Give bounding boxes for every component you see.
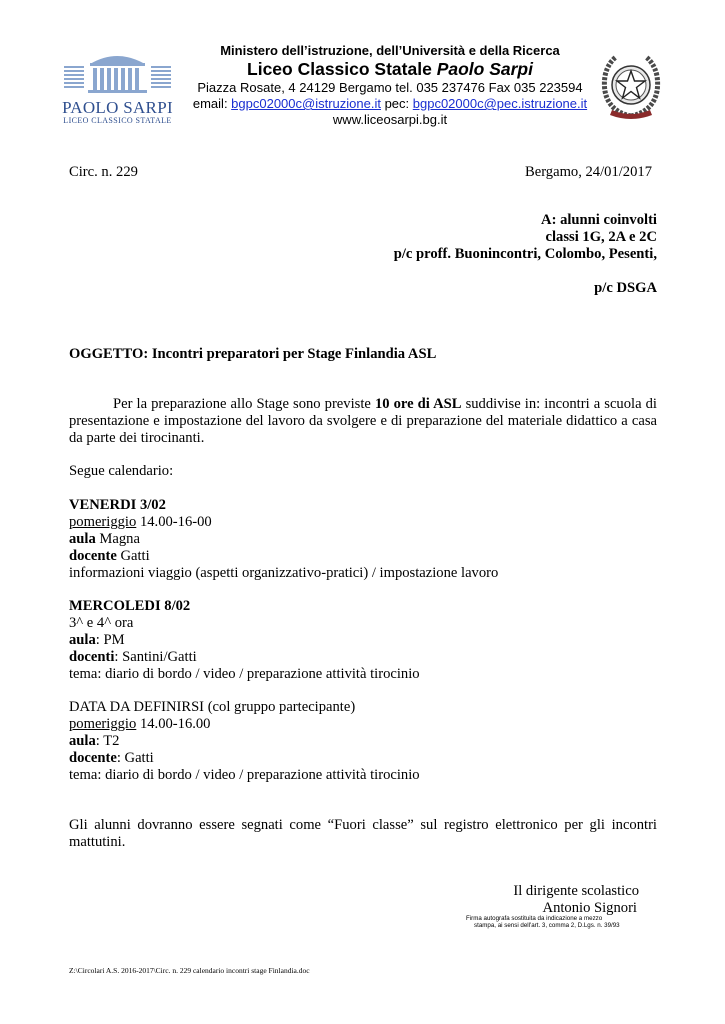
session-title: VENERDI 3/02: [69, 497, 166, 513]
session-teacher-value: : Santini/Gatti: [114, 649, 197, 665]
school-prefix: Liceo Classico Statale: [247, 59, 437, 79]
session-teacher-value: : Gatti: [116, 750, 154, 766]
footer-file-path: Z:\Circolari A.S. 2016-2017\Circ. n. 229 calendario incontri stage Finlandia.doc: [69, 966, 310, 975]
session-room-label: aula: [69, 733, 96, 749]
session-time-label: pomeriggio: [69, 716, 137, 732]
session-time-value: 14.00-16-00: [136, 514, 212, 530]
intro-after: suddivise in: incontri a scuola di presentazione e impostazione del lavoro da svolgere e di preparazione del materiale didattico a casa da parte dei tirocinanti.: [69, 396, 657, 446]
logo-name: PAOLO SARPI: [62, 98, 173, 117]
recipient-line: classi 1G, 2A e 2C: [545, 229, 657, 245]
session-teacher-label: docenti: [69, 649, 115, 665]
session-teacher: [69, 548, 150, 565]
signature-note: stampa, ai sensi dell'art. 3, comma 2, D.Lgs. n. 39/93: [474, 922, 620, 929]
session-room: [69, 733, 119, 750]
contact-emails: [180, 96, 600, 112]
session-topic: tema: diario di bordo / video / preparazione attività tirocinio: [69, 767, 420, 783]
session-title: DATA DA DEFINIRSI (col gruppo partecipante): [69, 699, 356, 715]
logo-subtitle: LICEO CLASSICO STATALE: [63, 116, 172, 125]
session-teacher: [69, 649, 197, 666]
session-room: [69, 531, 140, 548]
intro-before: Per la preparazione allo Stage sono previste: [113, 396, 375, 412]
italian-republic-emblem-icon: [600, 52, 662, 122]
session-topic: tema: diario di bordo / video / preparazione attività tirocinio: [69, 666, 420, 682]
school-name: [180, 58, 600, 80]
session-room: [69, 632, 125, 649]
closing-paragraph: Gli alunni dovranno essere segnati come “Fuori classe” sul registro elettronico per gli incontri mattutini.: [69, 817, 657, 850]
ministry-line: Ministero dell’istruzione, dell’Università e della Ricerca: [220, 43, 560, 58]
recipient-line: p/c proff. Buonincontri, Colombo, Pesenti,: [393, 246, 657, 262]
session-room-label: aula: [69, 531, 96, 547]
signature-note: Firma autografa sostituita da indicazione a mezzo: [466, 915, 603, 922]
session-time-label: pomeriggio: [69, 514, 137, 530]
intro-bold: 10 ore di ASL: [374, 396, 462, 412]
pec-link[interactable]: bgpc02000c@pec.istruzione.it: [412, 96, 588, 111]
session-teacher-label: docente: [69, 548, 117, 564]
republic-emblem: [600, 52, 662, 122]
school-name-italic: Paolo Sarpi: [436, 59, 533, 79]
school-address: Piazza Rosate, 4 24129 Bergamo tel. 035 237476 Fax 035 223594: [197, 80, 583, 95]
session-room-value: : PM: [95, 632, 125, 648]
session-teacher-label: docente: [69, 750, 117, 766]
temple-logo-icon: [60, 50, 175, 98]
signature-name: Antonio Signori: [542, 900, 637, 916]
session-title: MERCOLEDI 8/02: [69, 598, 191, 614]
pec-label: pec:: [380, 96, 413, 111]
session-time: [69, 716, 210, 733]
calendar-intro: Segue calendario:: [69, 463, 174, 479]
email-link[interactable]: bgpc02000c@istruzione.it: [231, 96, 381, 111]
subject-line: OGGETTO: Incontri preparatori per Stage Finlandia ASL: [69, 346, 437, 362]
session-room-value: Magna: [95, 531, 140, 547]
circular-number: Circ. n. 229: [69, 164, 138, 180]
intro-paragraph: [69, 396, 657, 447]
session-time: 3^ e 4^ ora: [69, 615, 134, 631]
website: www.liceosarpi.bg.it: [332, 112, 448, 127]
signature-role: Il dirigente scolastico: [513, 883, 639, 899]
session-teacher: [69, 750, 154, 767]
email-label: email:: [192, 96, 232, 111]
session-time: [69, 514, 212, 531]
session-teacher-value: Gatti: [116, 548, 150, 564]
recipient-line: A: alunni coinvolti: [541, 212, 657, 228]
school-logo: [60, 50, 175, 128]
recipient-line: p/c DSGA: [594, 280, 657, 296]
place-date: Bergamo, 24/01/2017: [524, 164, 652, 180]
session-time-value: 14.00-16.00: [136, 716, 211, 732]
session-topic: informazioni viaggio (aspetti organizzativo-pratici) / impostazione lavoro: [69, 565, 499, 581]
session-room-label: aula: [69, 632, 96, 648]
session-room-value: : T2: [95, 733, 120, 749]
